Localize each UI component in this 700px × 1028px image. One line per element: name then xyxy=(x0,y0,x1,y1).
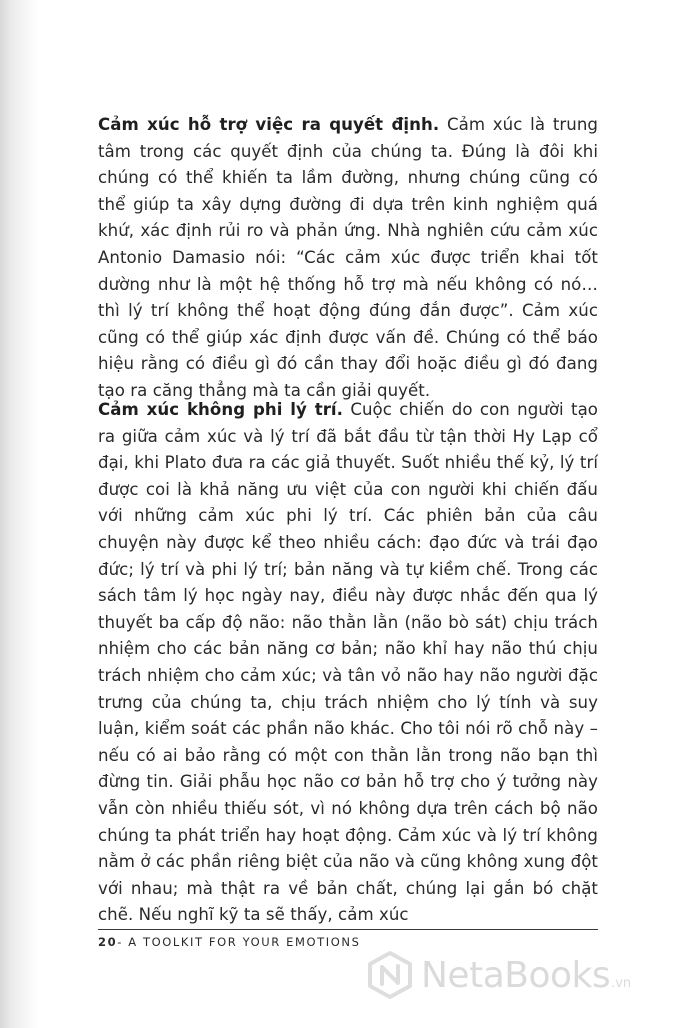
paragraph-emotions-not-irrational xyxy=(98,397,598,929)
paragraph-emotions-support-decisions xyxy=(98,112,598,405)
paragraph-body-text: Cảm xúc là trung tâm trong các quyết định của chúng ta. Đúng là đôi khi chúng có thể khiến ta lầm đường, nhưng chúng cũng có thể giúp ta xây dựng đường đi dựa trên kinh nghiệm quá khứ, xác định rủi ro và phản ứng. Nhà nghiên cứu cảm xúc Antonio Damasio nói: “Các cảm xúc được triển khai tốt dường như là một hệ thống hỗ trợ mà nếu không có nó… thì lý trí không thể hoạt động đúng đắn được”. Cảm xúc cũng có thể giúp xác định được vấn đề. Chúng có thể báo hiệu rằng có điều gì đó cần thay đổi hoặc điều gì đó đang tạo ra căng thẳng mà ta cần giải quyết. xyxy=(98,115,598,400)
paragraph-body-text: Cuộc chiến do con người tạo ra giữa cảm xúc và lý trí đã bắt đầu từ tận thời Hy Lạp cổ đại, khi Plato đưa ra các giả thuyết. Suốt nhiều thế kỷ, lý trí được coi là khả năng ưu việt của con người khi chiến đấu với những cảm xúc phi lý trí. Các phiên bản của câu chuyện này được kể theo nhiều cách: đạo đức và trái đạo đức; lý trí và phi lý trí; bản năng và tự kiềm chế. Trong các sách tâm lý học ngày nay, điều này được nhắc đến qua lý thuyết ba cấp độ não: não thằn lằn (não bò sát) chịu trách nhiệm cho các bản năng cơ bản; não khỉ hay não thú chịu trách nhiệm cho cảm xúc; và tân vỏ não hay não người đặc trưng của chúng ta, chịu trách nhiệm cho lý tính và suy luận, kiểm soát các phần não khác. Cho tôi nói rõ chỗ này – nếu có ai bảo rằng có một con thằn lằn trong não bạn thì đừng tin. Giải phẫu học não cơ bản hỗ trợ cho ý tưởng này vẫn còn nhiều thiếu sót, vì nó không dựa trên cách bộ não chúng ta phát triển hay hoạt động. Cảm xúc và lý trí không nằm ở các phần riêng biệt của não và cũng không xung đột với nhau; mà thật ra về bản chất, chúng lại gắn bó chặt chẽ. Nếu nghĩ kỹ ta sẽ thấy, cảm xúc xyxy=(98,400,598,925)
page-number: 20 xyxy=(98,935,118,949)
running-title: - A TOOLKIT FOR YOUR EMOTIONS xyxy=(117,935,361,949)
paragraph-lead-heading: Cảm xúc hỗ trợ việc ra quyết định. xyxy=(98,115,440,134)
netabooks-logo-icon xyxy=(365,950,415,1000)
paragraph-lead-heading: Cảm xúc không phi lý trí. xyxy=(98,400,344,419)
watermark-suffix: .vn xyxy=(611,976,632,991)
footer-divider xyxy=(98,929,598,930)
watermark xyxy=(365,945,631,1005)
page-footer xyxy=(98,935,361,949)
watermark-text: NetaBooks xyxy=(421,954,611,996)
